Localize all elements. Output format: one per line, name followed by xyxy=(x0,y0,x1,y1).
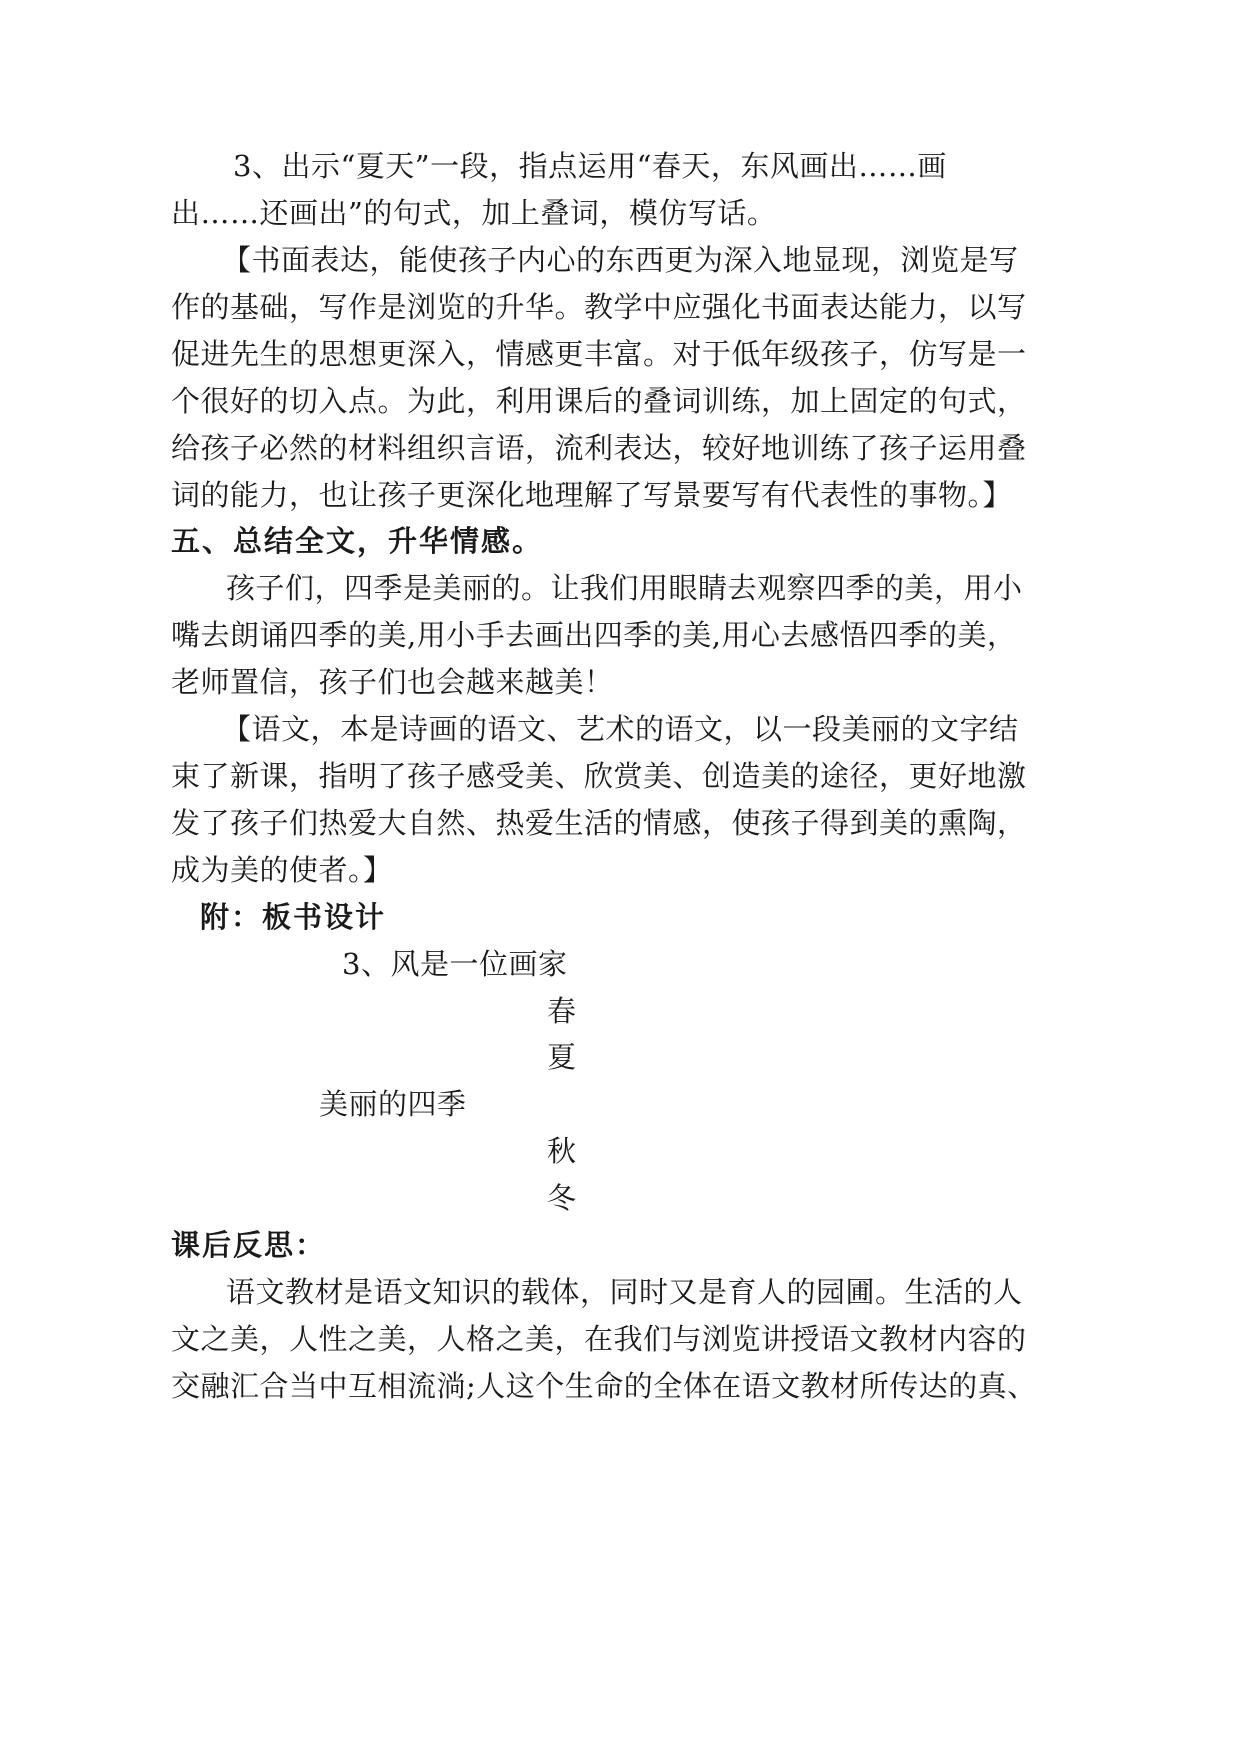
reflection-line-1: 语文教材是语文知识的载体，同时又是育人的园圃。生活的人 xyxy=(226,1275,1023,1309)
comment1-line-3: 促进先生的思想更深入，情感更丰富。对于低年级孩子，仿写是一 xyxy=(171,337,1027,371)
reflection-line-2: 文之美，人性之美，人格之美，在我们与浏览讲授语文教材内容的 xyxy=(171,1322,1027,1356)
reflection-heading: 课后反思： xyxy=(171,1228,327,1262)
board-center-label: 美丽的四季 xyxy=(319,1087,467,1121)
comment1-line-6: 词的能力，也让孩子更深化地理解了写景要写有代表性的事物。】 xyxy=(171,478,1013,512)
comment2-line-1: 【语文，本是诗画的语文、艺术的语文，以一段美丽的文字结 xyxy=(222,712,1019,746)
summary-line-1: 孩子们，四季是美丽的。让我们用眼睛去观察四季的美，用小 xyxy=(226,571,1023,605)
comment1-line-4: 个很好的切入点。为此，利用课后的叠词训练，加上固定的句式， xyxy=(171,384,1027,418)
board-title: 3、风是一位画家 xyxy=(342,947,568,981)
board-season-winter: 冬 xyxy=(547,1181,577,1215)
board-season-autumn: 秋 xyxy=(547,1134,577,1168)
comment2-line-4: 成为美的使者。】 xyxy=(171,853,393,887)
section5-heading: 五、总结全文，升华情感。 xyxy=(171,524,544,558)
reflection-line-3: 交融汇合当中互相流淌;人这个生命的全体在语文教材所传达的真、 xyxy=(171,1369,1037,1403)
comment1-line-2: 作的基础，写作是浏览的升华。教学中应强化书面表达能力，以写 xyxy=(171,290,1027,324)
comment1-line-1: 【书面表达，能使孩子内心的东西更为深入地显现，浏览是写 xyxy=(222,243,1019,277)
comment1-line-5: 给孩子必然的材料组织言语，流利表达，较好地训练了孩子运用叠 xyxy=(171,431,1027,465)
summary-line-2: 嘴去朗诵四季的美,用小手去画出四季的美,用心去感悟四季的美， xyxy=(171,618,1017,652)
comment2-line-3: 发了孩子们热爱大自然、热爱生活的情感，使孩子得到美的熏陶， xyxy=(171,806,1027,840)
board-season-summer: 夏 xyxy=(547,1040,577,1074)
section3-line-2: 出……还画出”的句式，加上叠词，模仿写话。 xyxy=(171,196,777,230)
board-season-spring: 春 xyxy=(547,994,577,1028)
section3-line-1: 3、出示“夏天”一段，指点运用“春天，东风画出……画 xyxy=(233,149,947,183)
comment2-line-2: 束了新课，指明了孩子感受美、欣赏美、创造美的途径，更好地激 xyxy=(171,759,1027,793)
board-heading: 附：板书设计 xyxy=(200,900,387,934)
summary-line-3: 老师置信，孩子们也会越来越美！ xyxy=(171,665,614,699)
